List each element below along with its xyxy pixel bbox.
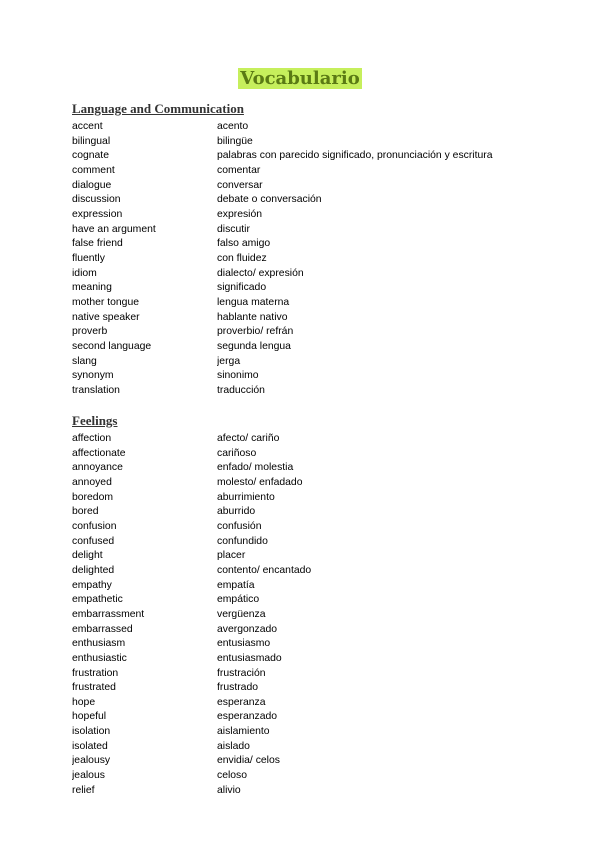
section-language-communication xyxy=(72,101,552,398)
english-term: confusion xyxy=(72,520,117,532)
spanish-translation: frustrado xyxy=(217,682,259,694)
english-term: affection xyxy=(72,433,112,444)
spanish-translation: vergüenza xyxy=(217,608,266,620)
vocabulary-row xyxy=(72,754,552,769)
english-term: discussion xyxy=(72,194,121,206)
english-term: annoyance xyxy=(72,462,123,474)
english-term: comment xyxy=(72,164,115,176)
spanish-translation: celoso xyxy=(217,770,248,782)
english-term: cognate xyxy=(72,150,109,162)
vocabulary-row xyxy=(72,461,552,476)
vocabulary-row xyxy=(72,476,552,491)
english-term: hopeful xyxy=(72,711,107,723)
english-term: bored xyxy=(72,506,99,518)
spanish-translation: conversar xyxy=(217,179,263,191)
spanish-translation: aislado xyxy=(217,740,250,752)
english-term: native speaker xyxy=(72,311,140,323)
spanish-translation: entusiasmado xyxy=(217,652,282,664)
vocabulary-row xyxy=(72,340,552,355)
vocabulary-row xyxy=(72,637,552,652)
vocabulary-row xyxy=(72,725,552,740)
spanish-translation: sinonimo xyxy=(217,370,259,382)
vocabulary-row xyxy=(72,579,552,594)
vocabulary-row xyxy=(72,267,552,282)
spanish-translation: traducción xyxy=(217,384,265,396)
spanish-translation: envidia/ celos xyxy=(217,755,280,767)
vocabulary-row xyxy=(72,696,552,711)
vocabulary-row xyxy=(72,667,552,682)
english-term: proverb xyxy=(72,326,108,338)
spanish-translation: lengua materna xyxy=(217,296,290,308)
section-heading: Language and Communication xyxy=(72,101,244,116)
title-highlight: Vocabulario xyxy=(240,68,360,90)
english-term: delight xyxy=(72,550,103,562)
spanish-translation: frustración xyxy=(217,667,266,679)
english-term: relief xyxy=(72,784,95,796)
spanish-translation: dialecto/ expresión xyxy=(217,267,304,279)
english-term: frustration xyxy=(72,667,119,679)
spanish-translation: molesto/ enfadado xyxy=(217,476,303,488)
spanish-translation: esperanzado xyxy=(217,711,278,723)
vocabulary-row xyxy=(72,149,552,164)
english-term: have an argument xyxy=(72,223,156,235)
vocabulary-row xyxy=(72,208,552,223)
vocabulary-row xyxy=(72,179,552,194)
vocabulary-row xyxy=(72,384,552,399)
spanish-translation: empático xyxy=(217,594,260,606)
spanish-translation: esperanza xyxy=(217,696,266,708)
english-term: idiom xyxy=(72,267,97,279)
english-term: hope xyxy=(72,696,96,708)
english-term: meaning xyxy=(72,282,112,294)
spanish-translation: debate o conversación xyxy=(217,194,322,206)
vocabulary-row xyxy=(72,135,552,150)
english-term: mother tongue xyxy=(72,296,140,308)
spanish-translation: aburrimiento xyxy=(217,491,275,503)
spanish-translation: palabras con parecido significado, pronunciación y escritura xyxy=(217,150,493,162)
spanish-translation: jerga xyxy=(217,355,241,367)
english-term: jealous xyxy=(72,770,105,782)
vocabulary-row xyxy=(72,740,552,755)
spanish-translation: discutir xyxy=(217,223,250,235)
spanish-translation: empatía xyxy=(217,579,255,591)
english-term: enthusiastic xyxy=(72,652,127,664)
spanish-translation: bilingüe xyxy=(217,135,253,147)
english-term: affectionate xyxy=(72,447,126,459)
english-term: frustrated xyxy=(72,682,116,694)
vocabulary-row xyxy=(72,710,552,725)
vocabulary-row xyxy=(72,281,552,296)
vocabulary-row xyxy=(72,491,552,506)
spanish-translation: afecto/ cariño xyxy=(217,433,280,444)
english-term: annoyed xyxy=(72,476,112,488)
vocabulary-row xyxy=(72,784,552,799)
spanish-translation: expresión xyxy=(217,208,263,220)
spanish-translation: falso amigo xyxy=(217,238,271,250)
vocabulary-row xyxy=(72,311,552,326)
spanish-translation: proverbio/ refrán xyxy=(217,326,294,338)
spanish-translation: con fluidez xyxy=(217,252,267,264)
english-term: embarrassment xyxy=(72,608,145,620)
english-term: fluently xyxy=(72,252,105,264)
vocabulary-row xyxy=(72,623,552,638)
vocabulary-row xyxy=(72,369,552,384)
vocabulary-row xyxy=(72,520,552,535)
english-term: jealousy xyxy=(72,755,111,767)
spanish-translation: hablante nativo xyxy=(217,311,288,323)
english-term: delighted xyxy=(72,564,115,576)
spanish-translation: acento xyxy=(217,121,249,132)
vocabulary-row xyxy=(72,432,552,447)
english-term: second language xyxy=(72,340,152,352)
english-term: isolated xyxy=(72,740,108,752)
english-term: expression xyxy=(72,208,123,220)
vocabulary-row xyxy=(72,296,552,311)
english-term: empathy xyxy=(72,579,112,591)
vocabulary-row xyxy=(72,193,552,208)
vocabulary-row xyxy=(72,681,552,696)
spanish-translation: confundido xyxy=(217,535,268,547)
vocabulary-row xyxy=(72,535,552,550)
english-term: bilingual xyxy=(72,135,111,147)
page-title xyxy=(0,67,600,91)
spanish-translation: enfado/ molestia xyxy=(217,462,294,474)
vocabulary-row xyxy=(72,505,552,520)
english-term: dialogue xyxy=(72,179,112,191)
vocabulary-row xyxy=(72,608,552,623)
vocabulary-row xyxy=(72,237,552,252)
english-term: confused xyxy=(72,535,115,547)
spanish-translation: contento/ encantado xyxy=(217,564,312,576)
english-term: false friend xyxy=(72,238,123,250)
spanish-translation: entusiasmo xyxy=(217,638,271,650)
vocabulary-list xyxy=(72,432,552,798)
spanish-translation: aburrido xyxy=(217,506,256,518)
english-term: boredom xyxy=(72,491,114,503)
english-term: enthusiasm xyxy=(72,638,126,650)
english-term: accent xyxy=(72,121,103,132)
vocabulary-list xyxy=(72,120,552,398)
vocabulary-row xyxy=(72,252,552,267)
vocabulary-row xyxy=(72,593,552,608)
spanish-translation: alivio xyxy=(217,784,241,796)
vocabulary-row xyxy=(72,223,552,238)
spanish-translation: segunda lengua xyxy=(217,340,291,352)
vocabulary-row xyxy=(72,164,552,179)
spanish-translation: placer xyxy=(217,550,246,562)
spanish-translation: aislamiento xyxy=(217,726,270,738)
vocabulary-row xyxy=(72,120,552,135)
vocabulary-row xyxy=(72,564,552,579)
vocabulary-row xyxy=(72,325,552,340)
vocabulary-row xyxy=(72,549,552,564)
spanish-translation: confusión xyxy=(217,520,262,532)
spanish-translation: avergonzado xyxy=(217,623,278,635)
vocabulary-row xyxy=(72,769,552,784)
vocabulary-row xyxy=(72,447,552,462)
spanish-translation: significado xyxy=(217,282,267,294)
section-feelings xyxy=(72,413,552,798)
section-heading: Feelings xyxy=(72,413,118,428)
spanish-translation: cariñoso xyxy=(217,447,257,459)
english-term: embarrassed xyxy=(72,623,133,635)
english-term: translation xyxy=(72,384,120,396)
spanish-translation: comentar xyxy=(217,164,261,176)
english-term: slang xyxy=(72,355,97,367)
english-term: synonym xyxy=(72,370,114,382)
vocabulary-row xyxy=(72,652,552,667)
vocabulary-row xyxy=(72,355,552,370)
english-term: isolation xyxy=(72,726,111,738)
english-term: empathetic xyxy=(72,594,123,606)
